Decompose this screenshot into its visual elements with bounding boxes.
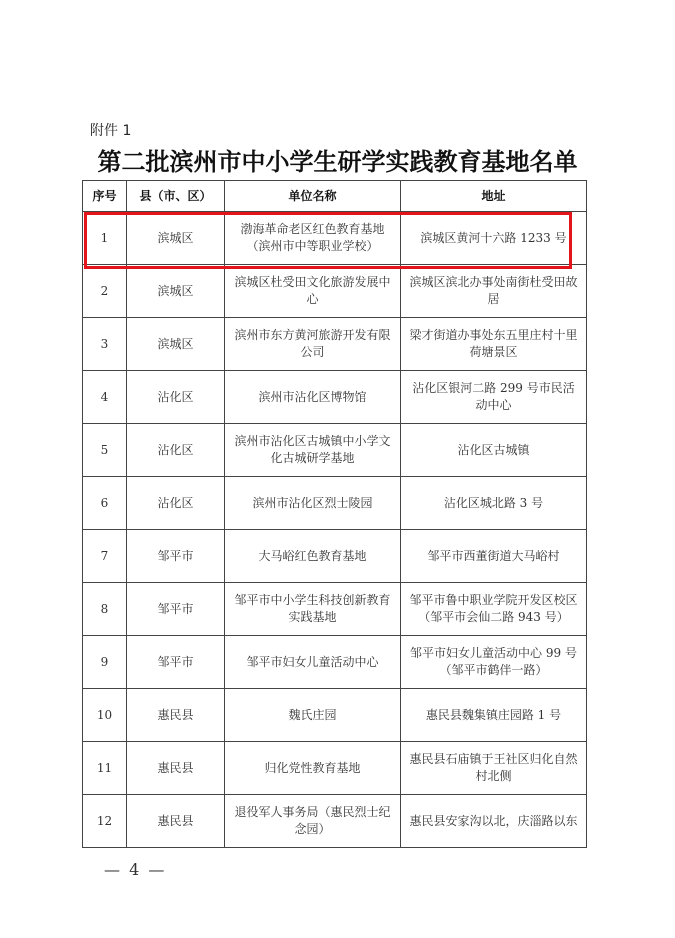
unit-name-cell: 滨城区杜受田文化旅游发展中心 xyxy=(225,265,401,318)
address-cell: 惠民县安家沟以北，庆淄路以东 xyxy=(401,795,587,848)
address-cell: 邹平市妇女儿童活动中心 99 号（邹平市鹤伴一路） xyxy=(401,636,587,689)
serial-number-cell: 10 xyxy=(83,689,127,742)
county-cell: 邹平市 xyxy=(127,636,225,689)
table-row xyxy=(83,742,587,795)
county-cell: 滨城区 xyxy=(127,212,225,265)
county-cell: 惠民县 xyxy=(127,795,225,848)
unit-name-cell: 归化党性教育基地 xyxy=(225,742,401,795)
address-cell: 惠民县魏集镇庄园路 1 号 xyxy=(401,689,587,742)
county-cell: 邹平市 xyxy=(127,530,225,583)
unit-name-cell: 滨州市沾化区烈士陵园 xyxy=(225,477,401,530)
table-row xyxy=(83,477,587,530)
county-cell: 沾化区 xyxy=(127,371,225,424)
unit-name-cell: 滨州市沾化区古城镇中小学文化古城研学基地 xyxy=(225,424,401,477)
serial-number-cell: 7 xyxy=(83,530,127,583)
address-cell: 邹平市鲁中职业学院开发区校区（邹平市会仙二路 943 号） xyxy=(401,583,587,636)
county-cell: 滨城区 xyxy=(127,265,225,318)
table-row xyxy=(83,583,587,636)
address-cell: 梁才街道办事处东五里庄村十里荷塘景区 xyxy=(401,318,587,371)
unit-name-cell: 滨州市东方黄河旅游开发有限公司 xyxy=(225,318,401,371)
table-row xyxy=(83,371,587,424)
county-cell: 邹平市 xyxy=(127,583,225,636)
document-title: 第二批滨州市中小学生研学实践教育基地名单 xyxy=(97,148,578,176)
header-unit-name: 单位名称 xyxy=(225,181,401,212)
county-cell: 惠民县 xyxy=(127,742,225,795)
header-address: 地址 xyxy=(401,181,587,212)
serial-number-cell: 2 xyxy=(83,265,127,318)
address-cell: 邹平市西董街道大马峪村 xyxy=(401,530,587,583)
county-cell: 沾化区 xyxy=(127,477,225,530)
county-cell: 滨城区 xyxy=(127,318,225,371)
county-cell: 沾化区 xyxy=(127,424,225,477)
table-row xyxy=(83,265,587,318)
serial-number-cell: 8 xyxy=(83,583,127,636)
address-cell: 惠民县石庙镇于王社区归化自然村北侧 xyxy=(401,742,587,795)
address-cell: 滨城区滨北办事处南街杜受田故居 xyxy=(401,265,587,318)
address-cell: 沾化区古城镇 xyxy=(401,424,587,477)
page-number: — 4 — xyxy=(104,860,167,879)
unit-name-cell: 退役军人事务局（惠民烈士纪念园） xyxy=(225,795,401,848)
serial-number-cell: 4 xyxy=(83,371,127,424)
unit-name-cell: 魏氏庄园 xyxy=(225,689,401,742)
serial-number-cell: 5 xyxy=(83,424,127,477)
serial-number-cell: 3 xyxy=(83,318,127,371)
table-row xyxy=(83,318,587,371)
serial-number-cell: 11 xyxy=(83,742,127,795)
table-row xyxy=(83,212,587,265)
header-county: 县（市、区） xyxy=(127,181,225,212)
table-header-row xyxy=(83,181,587,212)
unit-name-cell: 邹平市妇女儿童活动中心 xyxy=(225,636,401,689)
address-cell: 沾化区银河二路 299 号市民活动中心 xyxy=(401,371,587,424)
address-cell: 沾化区城北路 3 号 xyxy=(401,477,587,530)
serial-number-cell: 6 xyxy=(83,477,127,530)
unit-name-cell: 邹平市中小学生科技创新教育实践基地 xyxy=(225,583,401,636)
address-cell: 滨城区黄河十六路 1233 号 xyxy=(401,212,587,265)
base-list-table xyxy=(82,180,587,848)
attachment-label: 附件 1 xyxy=(90,123,132,139)
table-row xyxy=(83,636,587,689)
county-cell: 惠民县 xyxy=(127,689,225,742)
unit-name-cell: 滨州市沾化区博物馆 xyxy=(225,371,401,424)
header-serial-number: 序号 xyxy=(83,181,127,212)
table-row xyxy=(83,795,587,848)
table-row xyxy=(83,530,587,583)
unit-name-cell: 渤海革命老区红色教育基地（滨州市中等职业学校） xyxy=(225,212,401,265)
table-row xyxy=(83,424,587,477)
table-row xyxy=(83,689,587,742)
serial-number-cell: 1 xyxy=(83,212,127,265)
serial-number-cell: 9 xyxy=(83,636,127,689)
serial-number-cell: 12 xyxy=(83,795,127,848)
unit-name-cell: 大马峪红色教育基地 xyxy=(225,530,401,583)
